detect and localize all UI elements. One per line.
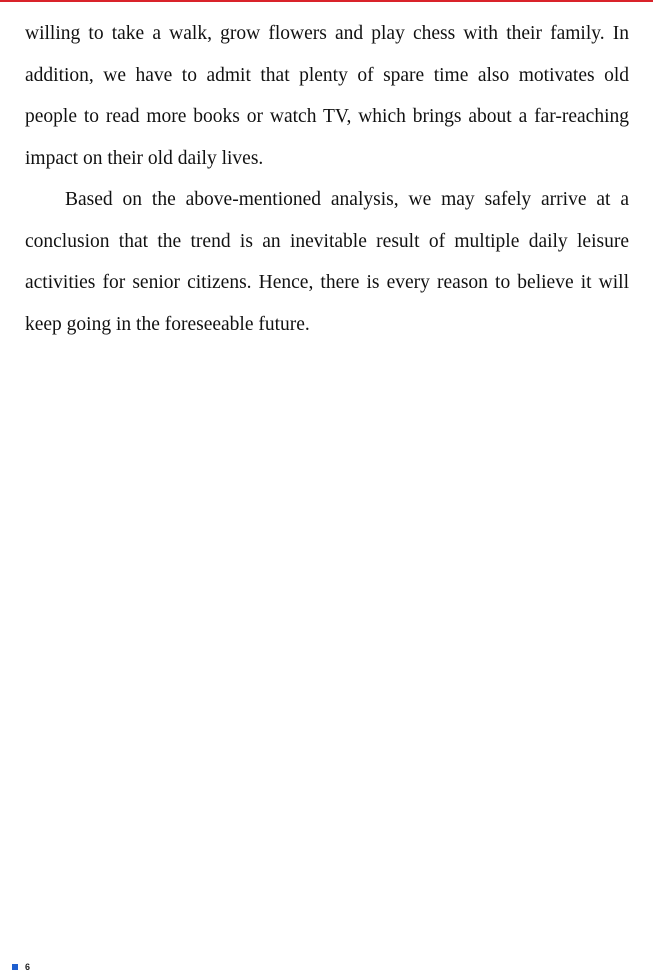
square-marker-icon — [12, 964, 18, 970]
paragraph-conclusion: Based on the above-mentioned analysis, we may safely arrive at a conclusion that the trend is an inevitable result of multiple daily leisure activities for senior citizens. Hence, there is every reason to believe it will keep going in the foreseeable future. — [25, 189, 629, 335]
paragraph-continued: willing to take a walk, grow flowers and play chess with their family. In addition, we have to admit that plenty of spare time also motivates old people to read more books or watch TV, which brings about a far-reaching impact on their old daily lives. — [25, 23, 629, 169]
page-number: 6 — [25, 962, 31, 972]
page-footer — [12, 962, 30, 972]
top-rule — [0, 0, 653, 2]
document-body — [25, 13, 629, 345]
